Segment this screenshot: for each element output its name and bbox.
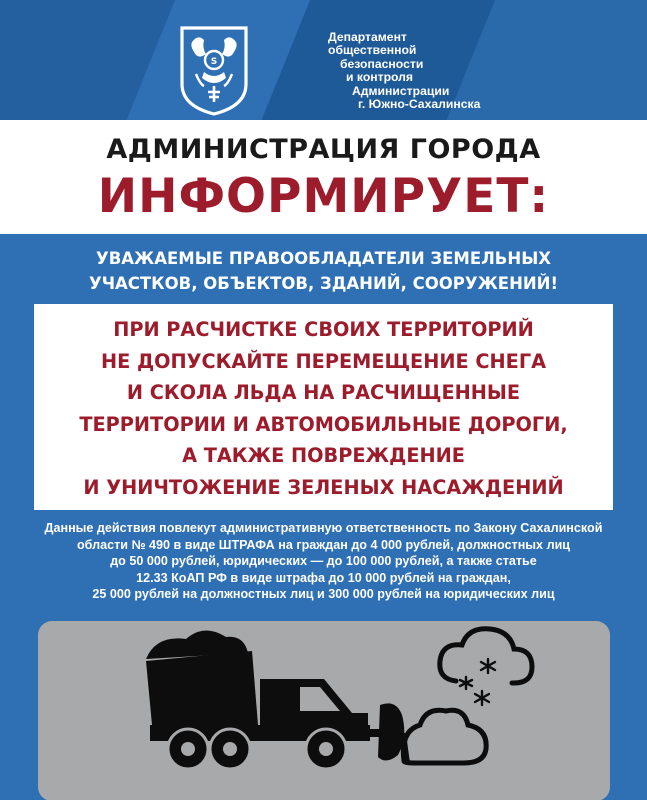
department-line: г. Южно-Сахалинска bbox=[358, 97, 481, 112]
department-line: Департамент bbox=[328, 30, 407, 44]
header-stripe bbox=[0, 0, 175, 124]
warning-line: ПРИ РАСЧИСТКЕ СВОИХ ТЕРРИТОРИЙ bbox=[113, 318, 534, 341]
department-line: Администрации bbox=[352, 83, 450, 98]
department-name bbox=[320, 31, 510, 111]
snow-plow-truck-icon bbox=[146, 630, 404, 769]
fines-line: 25 000 рублей на должностных лиц и 300 000 рублей на юридических лиц bbox=[92, 587, 555, 601]
appeal-line: УЧАСТКОВ, ОБЪЕКТОВ, ЗДАНИЙ, СООРУЖЕНИЙ! bbox=[88, 274, 559, 293]
appeal-text bbox=[0, 246, 647, 296]
warning-line: ТЕРРИТОРИИ И АВТОМОБИЛЬНЫЕ ДОРОГИ, bbox=[79, 412, 568, 436]
fines-line: 12.33 КоАП РФ в виде штрафа до 10 000 рублей на граждан, bbox=[136, 570, 511, 585]
snowflake-icon bbox=[460, 659, 495, 705]
fines-text bbox=[20, 520, 627, 603]
illustration-panel bbox=[38, 621, 610, 800]
title-informs: ИНФОРМИРУЕТ: bbox=[97, 169, 550, 224]
department-line: общественной bbox=[328, 43, 417, 58]
warning-line: И СКОЛА ЛЬДА НА РАСЧИЩЕННЫЕ bbox=[126, 381, 521, 404]
title-city-administration: АДМИНИСТРАЦИЯ ГОРОДА bbox=[106, 134, 541, 165]
warning-text bbox=[34, 314, 613, 503]
fines-line: до 50 000 рублей, юридических — до 100 000 рублей, а также статье bbox=[110, 554, 537, 568]
header-divider bbox=[0, 120, 647, 124]
warning-line: НЕ ДОПУСКАЙТЕ ПЕРЕМЕЩЕНИЕ СНЕГА bbox=[100, 349, 547, 373]
warning-line: А ТАКЖЕ ПОВРЕЖДЕНИЕ bbox=[182, 444, 465, 467]
snow-cloud-icon bbox=[440, 629, 532, 705]
header-banner bbox=[0, 0, 647, 124]
fines-line: области № 490 в виде ШТРАФА на граждан до 4 000 рублей, должностных лиц bbox=[76, 537, 571, 552]
snow-pile-icon bbox=[403, 710, 486, 763]
appeal-line: УВАЖАЕМЫЕ ПРАВООБЛАДАТЕЛИ ЗЕМЕЛЬНЫХ bbox=[95, 249, 552, 268]
department-line: и контроля bbox=[346, 70, 414, 85]
warning-line: И УНИЧТОЖЕНИЕ ЗЕЛЕНЫХ НАСАЖДЕНИЙ bbox=[83, 475, 564, 499]
svg-text:S: S bbox=[210, 57, 218, 67]
fines-line: Данные действия повлекут административную ответственность по Закону Сахалинской bbox=[44, 521, 603, 535]
illustration bbox=[38, 621, 610, 800]
department-line: безопасности bbox=[340, 56, 424, 71]
city-emblem-icon bbox=[178, 26, 250, 116]
